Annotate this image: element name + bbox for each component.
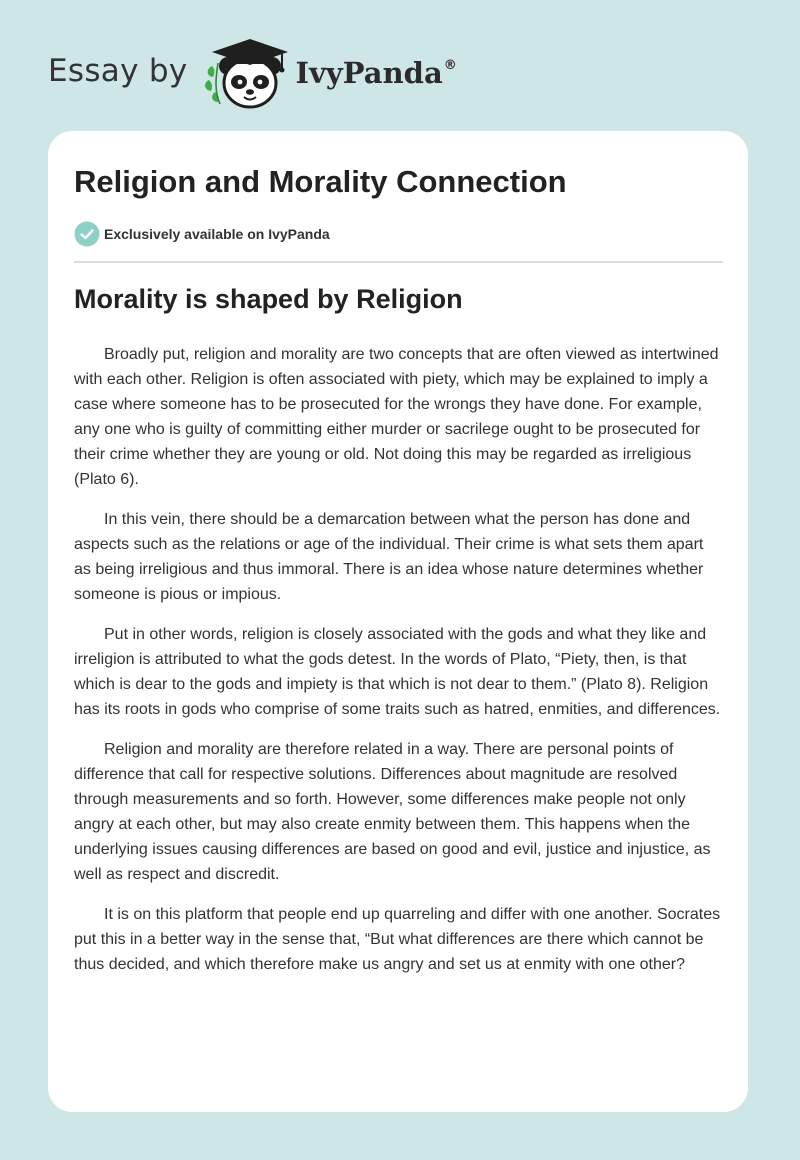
paragraph: It is on this platform that people end up quarreling and differ with one another. Socrates put this in a better way in the sense that, “But what differences are there which cannot be thus decided, and which therefore make us angry and set us at enmity with one other?: [74, 906, 721, 973]
paragraph: Broadly put, religion and morality are two concepts that are often viewed as intertwined with each other. Religion is often associated with piety, which may be explained to imply a case where someone has to be prosecuted for the wrongs they have done. For example, any one who is guilty of committing either murder or sacrilege ought to be prosecuted for their crime whether they are young or old. Not doing this may be regarded as irreligious (Plato 6).: [74, 346, 719, 488]
section-heading: Morality is shaped by Religion: [74, 284, 463, 314]
registered-mark: ®: [443, 58, 457, 73]
paragraph: Religion and morality are therefore related in a way. There are personal points of difference that call for respective solutions. Differences about magnitude are resolved through measurements and so forth. However, some differences make people not only angry at each other, but may also create enmity between them. This happens when the underlying issues causing differences are based on good and evil, justice and injustice, as well as respect and discredit.: [74, 741, 711, 883]
paragraph: In this vein, there should be a demarcation between what the person has done and aspects such as the relations or age of the individual. Their crime is what sets them apart as being irreligious and thus immoral. There is an idea whose nature determines whether someone is pious or impious.: [74, 511, 704, 603]
exclusive-badge: [74, 221, 330, 247]
exclusive-badge-text: Exclusively available on IvyPanda: [104, 226, 330, 242]
check-circle-icon: [74, 221, 100, 247]
paragraph: Put in other words, religion is closely associated with the gods and what they like and irreligion is attributed to what the gods detest. In the words of Plato, “Piety, then, is that which is dear to the gods and impiety is that which is not dear to them.” (Plato 8). Religion has its roots in gods who comprise of some traits such as hatred, enmities, and differences.: [74, 626, 721, 718]
essay-by-label: Essay by: [48, 53, 188, 89]
brand-name: IvyPanda®: [295, 56, 457, 90]
page-title: Religion and Morality Connection: [74, 164, 567, 199]
article-body: [74, 342, 724, 992]
title-divider: [74, 261, 723, 263]
panda-graduation-cap-icon: [202, 36, 292, 112]
site-header: [48, 36, 457, 112]
article-card: [48, 131, 748, 1112]
